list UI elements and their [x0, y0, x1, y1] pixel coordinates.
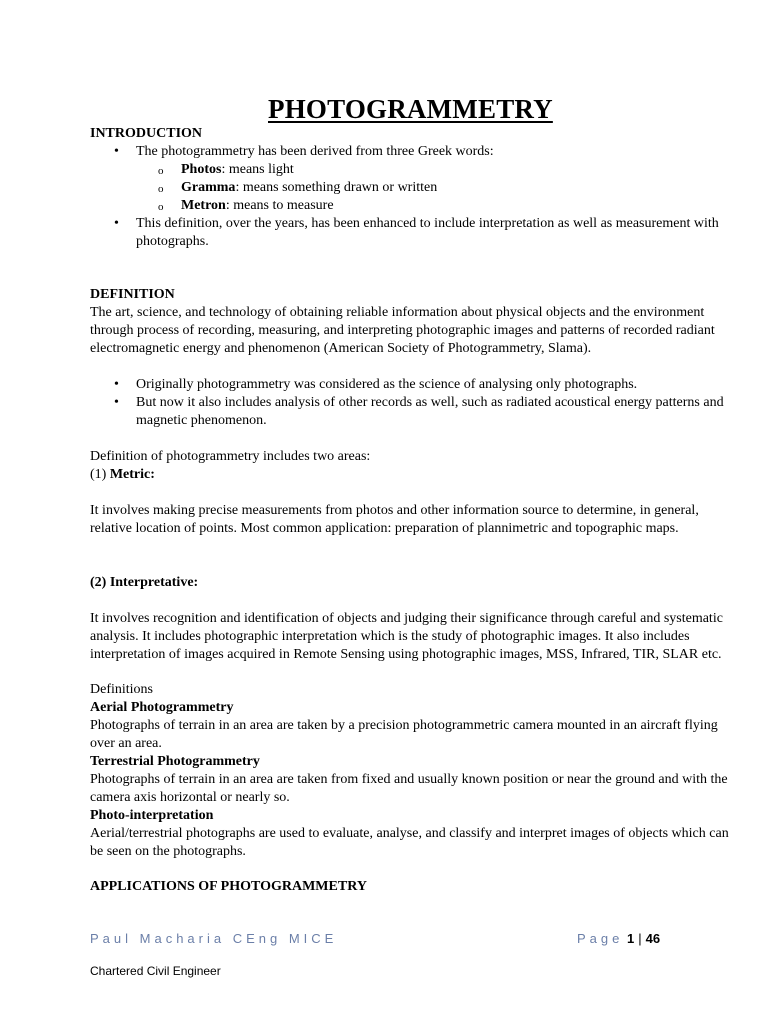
definition-list	[90, 376, 735, 430]
definition-heading: DEFINITION	[90, 287, 175, 302]
greek-word-item	[90, 161, 735, 179]
definitions-label: Definitions	[90, 682, 153, 697]
greek-word-item	[90, 179, 735, 197]
list-item	[90, 376, 735, 394]
footer-author: Paul Macharia CEng MICE	[90, 931, 338, 946]
metric-number: (1)	[90, 467, 107, 482]
greek-term: Metron	[181, 198, 226, 213]
greek-word-item	[90, 197, 735, 215]
aerial-heading: Aerial Photogrammetry	[90, 700, 234, 715]
interpretative-text: It involves recognition and identification of objects and judging their significance through careful and systematic analysis. It includes photographic interpretation which is the study of photographic images. It also includes interpretation of images acquired in Remote Sensing using photographic images, MSS, Infrared, TIR, SLAR etc.	[90, 611, 723, 662]
introduction-heading: INTRODUCTION	[90, 126, 203, 141]
applications-heading: APPLICATIONS OF PHOTOGRAMMETRY	[90, 879, 367, 894]
interpretative-heading: (2) Interpretative:	[90, 575, 199, 590]
metric-text: It involves making precise measurements from photos and other information source to determine, in general, relative location of points. Most common application: preparation of plannimetric and topographic maps.	[90, 503, 699, 536]
metric-label: Metric:	[109, 467, 155, 482]
list-item	[90, 215, 735, 251]
photo-interpretation-text: Aerial/terrestrial photographs are used to evaluate, analyse, and classify and interpret images of objects which can be seen on the photographs.	[90, 826, 729, 859]
footer-page-number	[577, 930, 660, 948]
page-label: Page	[577, 931, 624, 946]
list-item	[90, 394, 735, 430]
terrestrial-text: Photographs of terrain in an area are taken from fixed and usually known position or near the ground and with the camera axis horizontal or nearly so.	[90, 772, 728, 805]
definition-bullet: Originally photogrammetry was considered as the science of analysing only photographs.	[136, 377, 638, 392]
introduction-bullet-1: The photogrammetry has been derived from three Greek words:	[136, 144, 494, 159]
list-item	[90, 143, 735, 215]
greek-meaning: : means something drawn or written	[235, 180, 438, 195]
areas-intro: Definition of photogrammetry includes two areas:	[90, 449, 371, 464]
definition-text: The art, science, and technology of obtaining reliable information about physical objects and the environment through process of recording, measuring, and interpreting photographic images and patterns of recorded radiant electromagnetic energy and phenomenon (American Society of Photogrammetry, Slama).	[90, 305, 715, 356]
document-title: PHOTOGRAMMETRY	[268, 94, 553, 124]
definition-bullet: But now it also includes analysis of other records as well, such as radiated acoustical energy patterns and magnetic phenomenon.	[136, 395, 724, 428]
introduction-bullet-2: This definition, over the years, has been enhanced to include interpretation as well as measurement with photographs.	[136, 216, 719, 249]
photo-interpretation-heading: Photo-interpretation	[90, 808, 214, 823]
metric-heading	[90, 466, 735, 484]
greek-words-list	[90, 161, 735, 215]
terrestrial-heading: Terrestrial Photogrammetry	[90, 754, 260, 769]
greek-meaning: : means light	[221, 162, 294, 177]
introduction-list	[90, 143, 735, 251]
aerial-text: Photographs of terrain in an area are taken by a precision photogrammetric camera mounted in an aircraft flying over an area.	[90, 718, 718, 751]
page-separator: |	[638, 931, 642, 946]
total-pages: 46	[645, 931, 661, 946]
greek-meaning: : means to measure	[225, 198, 334, 213]
footer-subtitle: Chartered Civil Engineer	[90, 964, 221, 978]
greek-term: Photos	[181, 162, 222, 177]
current-page: 1	[627, 931, 635, 946]
greek-term: Gramma	[181, 180, 236, 195]
